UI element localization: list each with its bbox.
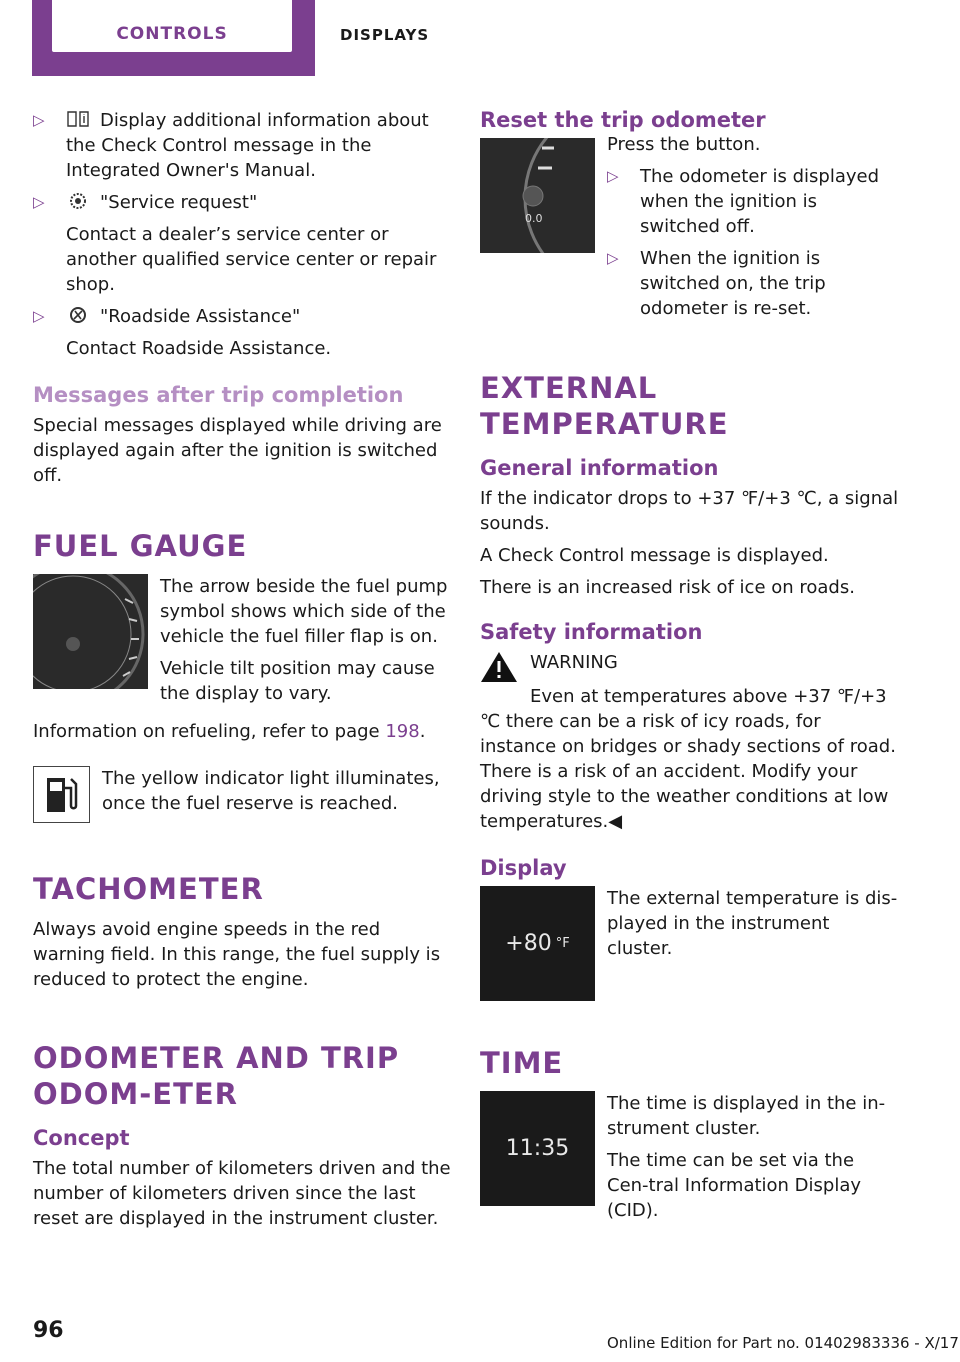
paragraph: The external temperature is dis-played in the instrument cluster. [607, 888, 898, 959]
warning-label: WARNING [530, 652, 618, 673]
bullet-triangle-icon: ▷ [33, 307, 45, 325]
bullet-triangle-icon: ▷ [607, 249, 619, 267]
list-item [607, 164, 900, 239]
tab-controls[interactable]: CONTROLS [52, 0, 292, 52]
time-display-image [480, 1091, 595, 1206]
paragraph: The arrow beside the fuel pump symbol shows which side of the vehicle the fuel filler flap is on. [160, 576, 448, 647]
paragraph: The time is displayed in the in-strument cluster. [607, 1093, 886, 1139]
section-title: EXTERNAL TEMPERATURE [480, 371, 729, 441]
odometer-image [480, 138, 595, 253]
list-item [607, 246, 900, 321]
bullet-triangle-icon: ▷ [33, 193, 45, 211]
paragraph: There is an increased risk of ice on roads. [480, 577, 855, 598]
list-item [33, 190, 453, 297]
paragraph: A Check Control message is displayed. [480, 545, 829, 566]
temperature-display-image [480, 886, 595, 1001]
page-number: 96 [33, 1318, 64, 1343]
paragraph: The total number of kilometers driven and the number of kilometers driven since the last reset are displayed in the instrument cluster. [33, 1158, 451, 1229]
bullet-text: When the ignition is switched on, the trip odometer is re-set. [640, 248, 826, 319]
section-title: ODOMETER AND TRIP ODOM-ETER [33, 1041, 400, 1111]
section-title: TACHOMETER [33, 872, 264, 906]
right-column [480, 108, 900, 1236]
bullet-subtext: Contact a dealer’s service center or another qualified service center or repair shop. [66, 224, 437, 295]
section-heading: General information [480, 456, 719, 480]
paragraph: Always avoid engine speeds in the red warning field. In this range, the fuel supply is reduced to protect the engine. [33, 919, 441, 990]
temperature-value: +80 [505, 931, 552, 956]
fuel-indicator-row [33, 766, 453, 823]
bullet-text: "Service request" [100, 192, 258, 213]
service-icon [66, 191, 90, 211]
reset-row [480, 134, 900, 328]
bullet-text: The odometer is displayed when the ignition is switched off. [640, 166, 880, 237]
page-link[interactable]: 198 [385, 721, 420, 742]
paragraph: If the indicator drops to +37 ℉/+3 ℃, a signal sounds. [480, 488, 899, 534]
section-heading: Concept [33, 1126, 130, 1150]
section-heading: Messages after trip completion [33, 383, 404, 407]
section-heading: Safety information [480, 620, 703, 644]
fuel-pump-icon [33, 766, 90, 823]
fuel-gauge-row [33, 574, 453, 713]
section-heading: Display [480, 856, 567, 880]
left-column [33, 108, 453, 1238]
list-item [33, 108, 453, 183]
bullet-text: Display additional information about the Check Control message in the Integrated Owner's Manual. [66, 110, 429, 181]
paragraph: Special messages displayed while driving are displayed again after the ignition is switched off. [33, 415, 442, 486]
tab-displays[interactable]: DISPLAYS [340, 26, 430, 44]
paragraph: The time can be set via the Cen-tral Information Display (CID). [607, 1150, 862, 1221]
temperature-row [480, 886, 900, 1001]
refuel-text: Information on refueling, refer to page [33, 721, 380, 742]
bullet-subtext: Contact Roadside Assistance. [66, 338, 332, 359]
paragraph: Information on refueling, refer to page 198. [33, 721, 426, 742]
bullet-text: "Roadside Assistance" [100, 306, 301, 327]
time-value: 11:35 [505, 1136, 570, 1161]
paragraph: Press the button. [607, 134, 761, 155]
bullet-triangle-icon: ▷ [607, 167, 619, 185]
warning-text: Even at temperatures above +37 ℉/+3 ℃ there can be a risk of icy roads, for instance on bridges or shady sections of road. There is a risk of an accident. Modify your driving style to the weather conditions at low temperatures.◀ [480, 686, 896, 832]
roadside-icon [66, 305, 90, 325]
bullet-triangle-icon: ▷ [33, 111, 45, 129]
time-row [480, 1091, 900, 1230]
page-title: FUEL GAUGE [33, 529, 248, 563]
section-heading: Reset the trip odometer [480, 108, 766, 132]
paragraph: Vehicle tilt position may cause the display to vary. [160, 658, 435, 704]
list-item [33, 304, 453, 361]
edition-text: Online Edition for Part no. 01402983336 - X/17 [607, 1334, 959, 1352]
warning-icon [480, 650, 518, 684]
paragraph: The yellow indicator light illuminates, once the fuel reserve is reached. [102, 768, 440, 814]
fuel-gauge-image [33, 574, 148, 689]
book-icon [66, 109, 90, 129]
temperature-unit: °F [555, 936, 570, 951]
section-title: TIME [480, 1046, 564, 1080]
warning-row [480, 650, 900, 684]
odometer-image-text: 0.0 [525, 212, 543, 225]
